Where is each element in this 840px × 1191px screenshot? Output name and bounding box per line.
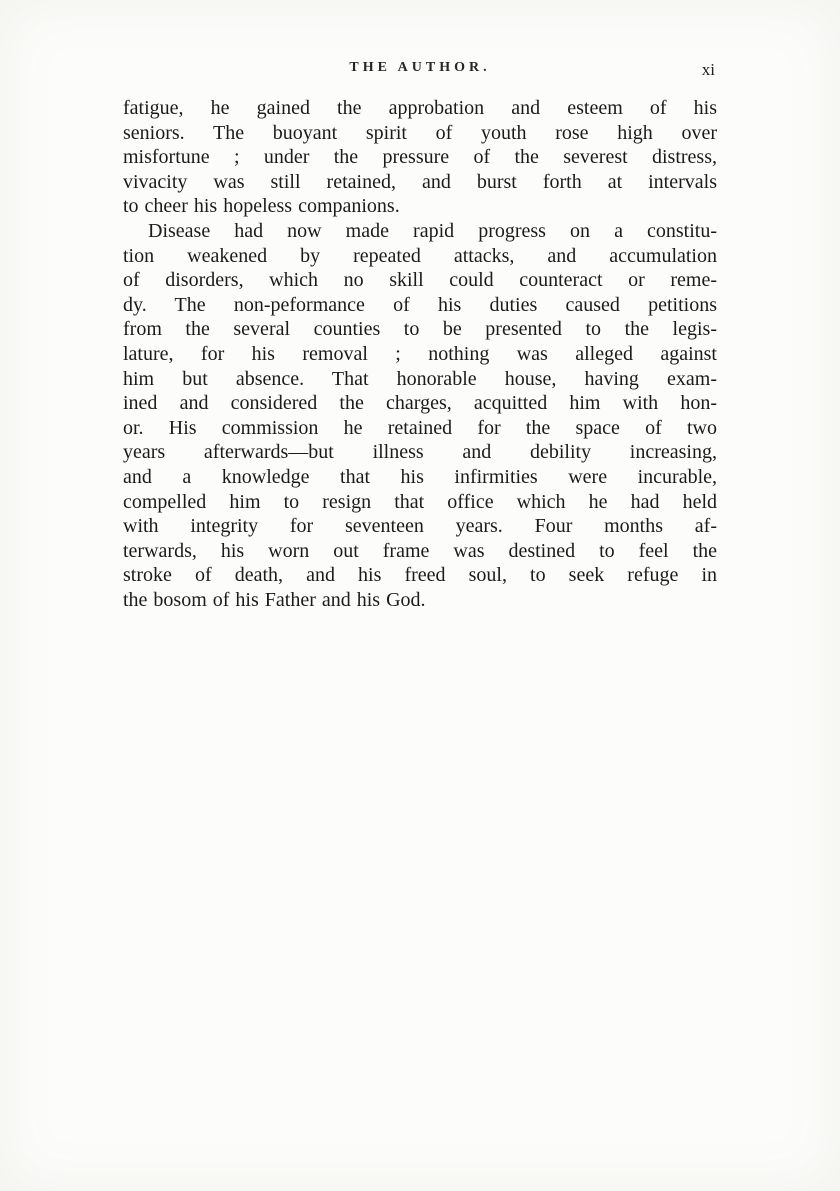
text-line: and a knowledge that his infirmities were incurable, [123,465,717,488]
text-line: stroke of death, and his freed soul, to seek refuge in [123,564,717,587]
body-text [123,96,717,612]
text-line: dy. The non-peformance of his duties caused petitions [123,293,717,316]
text-column [123,60,717,612]
text-line: Disease had now made rapid progress on a constitu- [148,219,717,242]
text-line: years afterwards—but illness and debility increasing, [123,441,717,464]
text-line: to cheer his hopeless companions. [123,195,400,218]
text-line: from the several counties to be presented to the legis- [123,318,717,341]
text-line: the bosom of his Father and his God. [123,588,426,611]
text-line: ined and considered the charges, acquitted him with hon- [123,392,717,415]
text-line: him but absence. That honorable house, having exam- [123,367,717,390]
paragraph [123,96,717,219]
page-header [123,60,717,82]
text-line: misfortune ; under the pressure of the severest distress, [123,146,717,169]
text-line: with integrity for seventeen years. Four months af- [123,515,717,538]
text-line: seniors. The buoyant spirit of youth rose high over [123,121,717,144]
text-line: tion weakened by repeated attacks, and accumulation [123,244,717,267]
text-line: compelled him to resign that office which he had held [123,490,717,513]
text-line: or. His commission he retained for the space of two [123,416,717,439]
text-line: of disorders, which no skill could counteract or reme- [123,269,717,292]
text-line: vivacity was still retained, and burst forth at intervals [123,170,717,193]
text-line: terwards, his worn out frame was destined to feel the [123,539,717,562]
text-line: lature, for his removal ; nothing was alleged against [123,342,717,365]
running-header: THE AUTHOR. [349,60,491,75]
text-line: fatigue, he gained the approbation and esteem of his [123,97,717,119]
page-number: xi [701,60,715,79]
paragraph [123,219,717,613]
